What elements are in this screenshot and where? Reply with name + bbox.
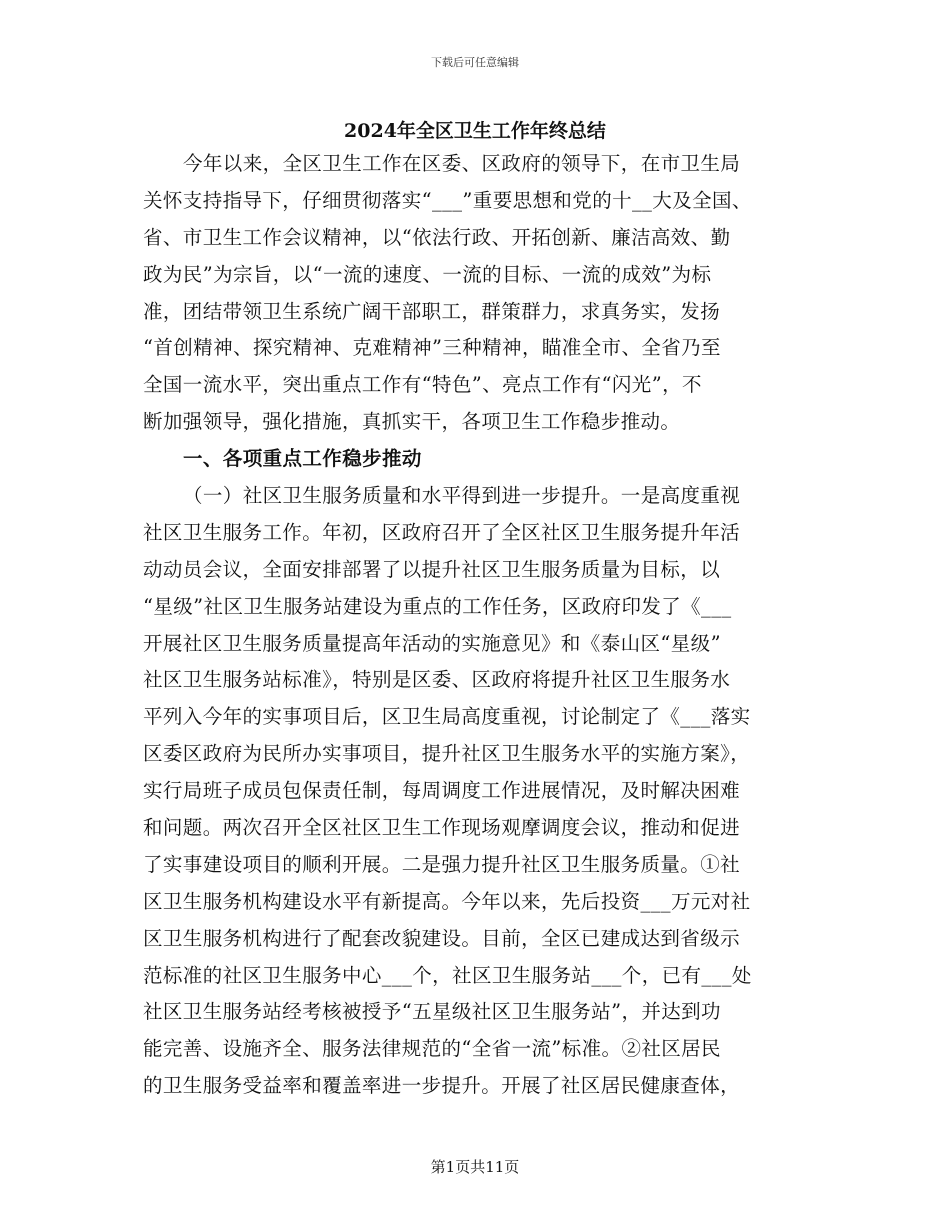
body-line: 和问题。两次召开全区社区卫生工作现场观摩调度会议，推动和促进 [143,816,741,840]
body-line: （一）社区卫生服务质量和水平得到进一步提升。一是高度重视 [183,484,741,508]
body-line: 全国一流水平，突出重点工作有“特色”、亮点工作有“闪光”，不 [143,373,702,397]
body-line: 断加强领导，强化措施，真抓实干，各项卫生工作稳步推动。 [143,410,681,434]
document-title: 2024年全区卫生工作年终总结 [344,120,606,142]
body-line: 省、市卫生工作会议精神，以“依法行政、开拓创新、廉洁高效、勤 [143,225,731,249]
body-line: 关怀支持指导下，仔细贯彻落实“___”重要思想和党的十__大及全国、 [143,188,752,212]
body-line: 社区卫生服务工作。年初，区政府召开了全区社区卫生服务提升年活 [143,520,741,544]
body-line: 动动员会议，全面安排部署了以提升社区卫生服务质量为目标，以 [143,557,721,581]
body-line: 能完善、设施齐全、服务法律规范的“全省一流”标准。②社区居民 [143,1037,721,1061]
body-line: “星级”社区卫生服务站建设为重点的工作任务，区政府印发了《___ [143,594,732,618]
header-note: 下载后可任意编辑 [431,56,519,69]
body-line: 的卫生服务受益率和覆盖率进一步提升。开展了社区居民健康查体， [143,1074,741,1098]
body-line: 政为民”为宗旨，以“一流的速度、一流的目标、一流的成效”为标 [143,262,712,286]
body-line: “首创精神、探究精神、克难精神”三种精神，瞄准全市、全省乃至 [143,336,721,360]
body-line: 准，团结带领卫生系统广阔干部职工，群策群力，求真务实，发扬 [143,299,721,323]
body-line: 开展社区卫生服务质量提高年活动的实施意见》和《泰山区“星级” [143,631,721,655]
body-line: 区委区政府为民所办实事项目，提升社区卫生服务水平的实施方案》， [143,742,751,766]
body-line: 区卫生服务机构建设水平有新提高。今年以来，先后投资___万元对社 [143,889,751,913]
body-line: 范标准的社区卫生服务中心___个，社区卫生服务站___个，已有___处 [143,963,752,987]
body-line: 区卫生服务机构进行了配套改貌建设。目前，全区已建成达到省级示 [143,926,741,950]
body-line: 社区卫生服务站标准》，特别是区委、区政府将提升社区卫生服务水 [143,668,731,692]
body-line: 了实事建设项目的顺利开展。二是强力提升社区卫生服务质量。①社 [143,852,741,876]
document-body [143,146,823,1105]
body-line: 社区卫生服务站经考核被授予“五星级社区卫生服务站”，并达到功 [143,1000,721,1024]
section-heading: 一、各项重点工作稳步推动 [183,447,422,471]
body-line: 平列入今年的实事项目后，区卫生局高度重视，讨论制定了《___落实 [143,705,751,729]
body-line: 实行局班子成员包保责任制，每周调度工作进展情况，及时解决困难 [143,779,741,803]
page-footer: 第1页共11页 [430,1158,520,1176]
body-line: 今年以来，全区卫生工作在区委、区政府的领导下，在市卫生局 [183,152,741,175]
